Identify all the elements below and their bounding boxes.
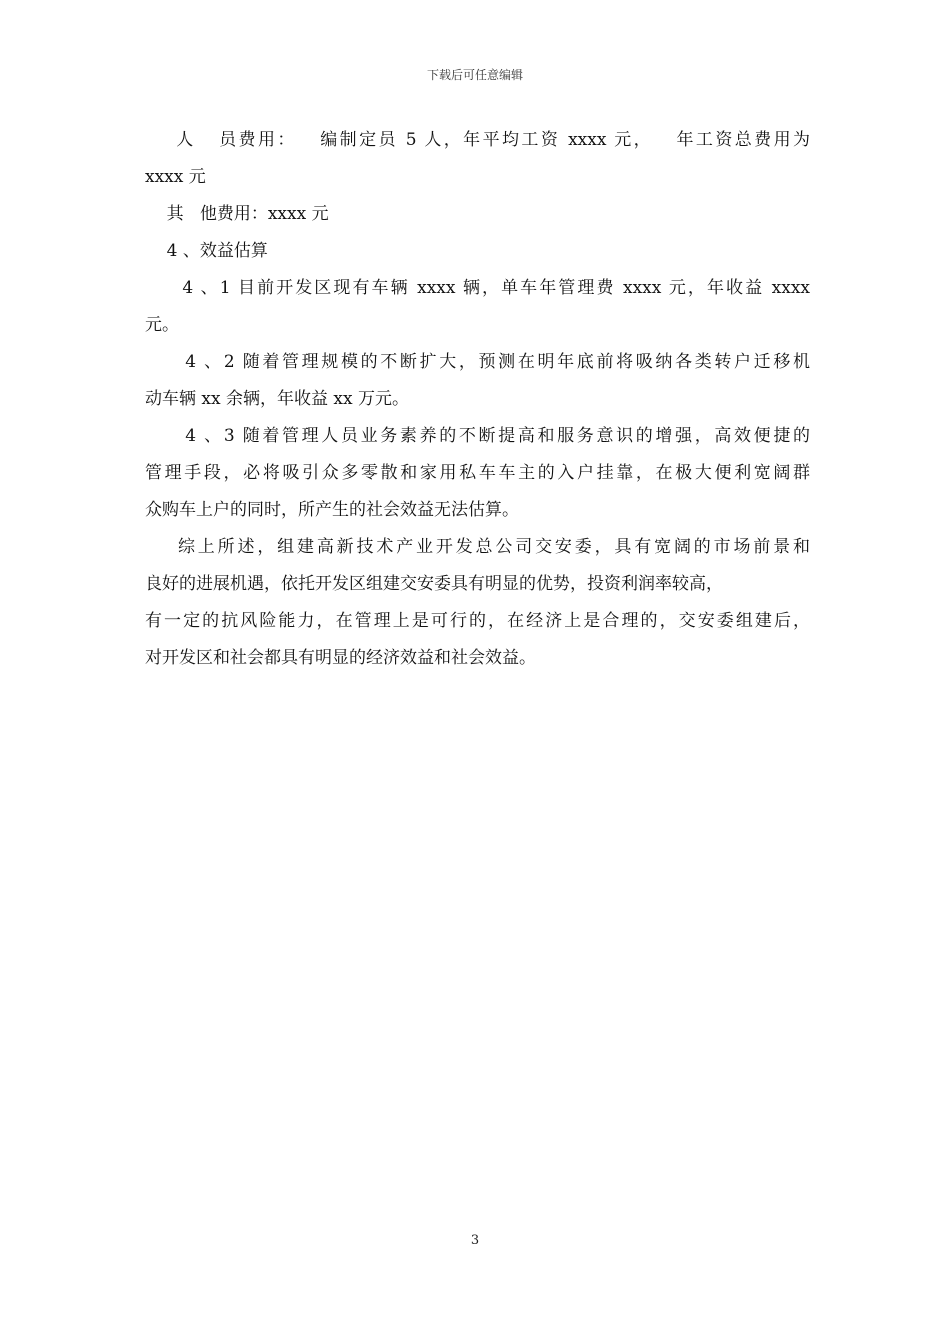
page-number: 3	[470, 1233, 480, 1248]
paragraph-line: 管理手段，必将吸引众多零散和家用私车车主的入户挂靠，在极大便利宽阔群	[145, 463, 810, 483]
paragraph-line: 动车辆 xx 余辆，年收益 xx 万元。	[145, 389, 409, 409]
paragraph-line: 4 、3 随着管理人员业务素养的不断提高和服务意识的增强，高效便捷的	[145, 426, 810, 446]
paragraph-line: 4 、2 随着管理规模的不断扩大，预测在明年底前将吸纳各类转户迁移机	[145, 352, 810, 372]
paragraph-line: 综上所述，组建高新技术产业开发总公司交安委，具有宽阔的市场前景和	[145, 537, 810, 557]
paragraph-line: 其 他费用：xxxx 元	[145, 204, 329, 224]
document-body	[145, 122, 810, 677]
paragraph-line: 人 员费用： 编制定员 5 人，年平均工资 xxxx 元， 年工资总费用为	[145, 130, 810, 150]
paragraph-line: 良好的进展机遇，依托开发区组建交安委具有明显的优势，投资利润率较高，	[145, 574, 723, 594]
paragraph-line: 元。	[145, 315, 179, 335]
paragraph-line: 众购车上户的同时，所产生的社会效益无法估算。	[145, 500, 519, 520]
section-heading: 4 、效益估算	[145, 241, 268, 261]
page-header: 下载后可任意编辑	[426, 68, 523, 82]
paragraph-line: 有一定的抗风险能力，在管理上是可行的，在经济上是合理的，交安委组建后，	[145, 611, 810, 631]
paragraph-line: xxxx 元	[145, 167, 206, 187]
paragraph-line: 对开发区和社会都具有明显的经济效益和社会效益。	[145, 648, 536, 668]
paragraph-line: 4 、1 目前开发区现有车辆 xxxx 辆，单车年管理费 xxxx 元，年收益 xxxx	[145, 278, 810, 298]
